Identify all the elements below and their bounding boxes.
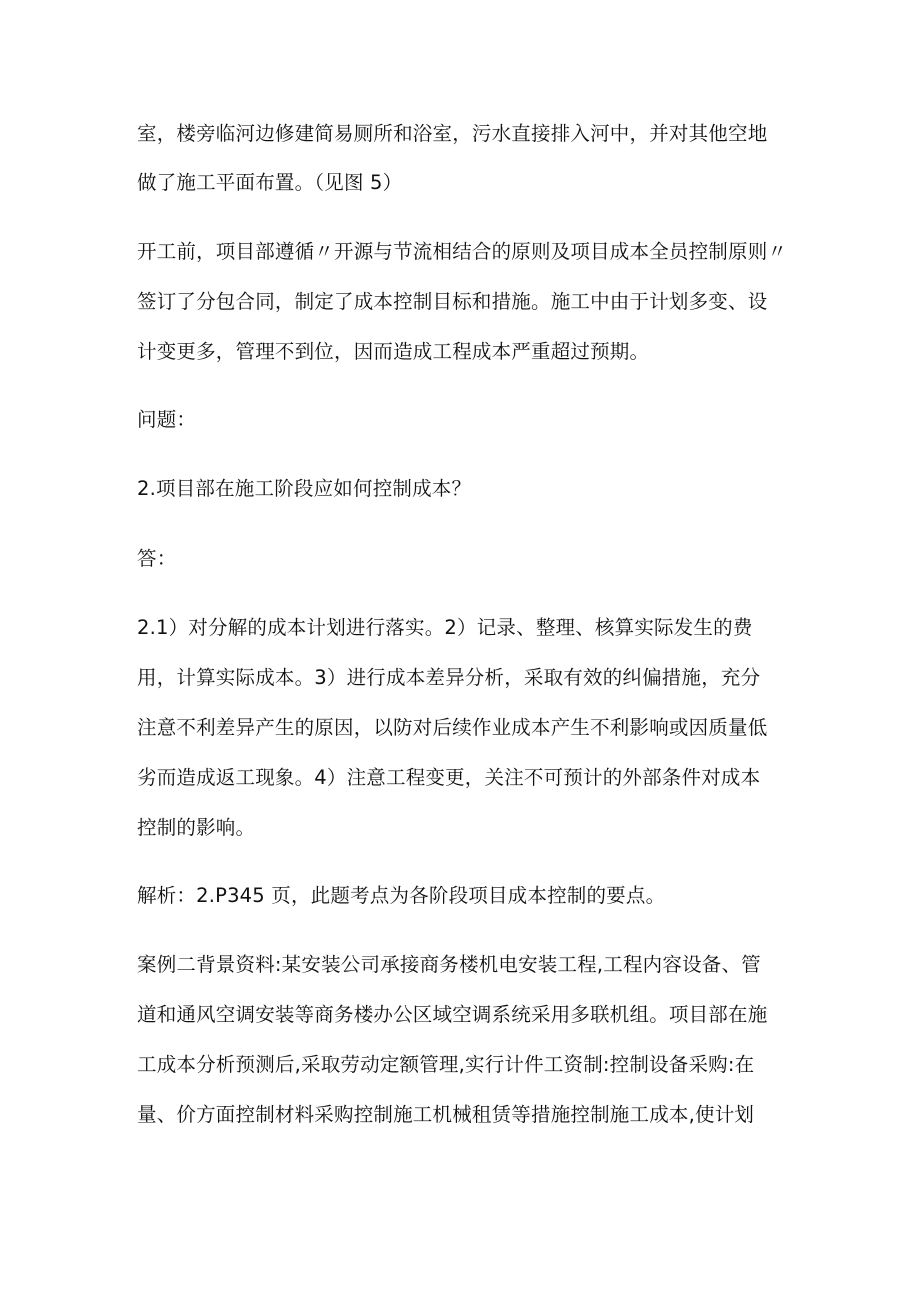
question-heading: 问题： bbox=[137, 408, 197, 431]
answer-line-3: 注意不利差异产生的原因，以防对后续作业成本产生不利影响或因质量低 bbox=[137, 716, 768, 739]
paragraph-2-line-3: 计变更多，管理不到位，因而造成工程成本严重超过预期。 bbox=[137, 340, 650, 363]
answer-line-1: 2.1）对分解的成本计划进行落实。2）记录、整理、核算实际发生的费 bbox=[137, 616, 753, 639]
question-text: 2.项目部在施工阶段应如何控制成本？ bbox=[137, 477, 472, 500]
answer-line-4: 劣而造成返工现象。4）注意工程变更，关注不可预计的外部条件对成本 bbox=[137, 766, 761, 789]
case-two-line-2: 道和通风空调安装等商务楼办公区域空调系统采用多联机组。项目部在施 bbox=[137, 1003, 768, 1026]
analysis-text: 解析：2.P345 页，此题考点为各阶段项目成本控制的要点。 bbox=[137, 884, 666, 907]
case-two-line-4: 量、价方面控制材料采购控制施工机械租赁等措施控制施工成本,使计划 bbox=[137, 1103, 755, 1126]
paragraph-2-line-2: 签订了分包合同，制定了成本控制目标和措施。施工中由于计划多变、设 bbox=[137, 290, 768, 313]
answer-line-2: 用，计算实际成本。3）进行成本差异分析，采取有效的纠偏措施，充分 bbox=[137, 666, 761, 689]
paragraph-1-line-2: 做了施工平面布置。（见图 5） bbox=[137, 171, 403, 194]
paragraph-2-line-1: 开工前，项目部遵循〃开源与节流相结合的原则及项目成本全员控制原则〃 bbox=[137, 240, 788, 263]
case-two-line-3: 工成本分析预测后,采取劳动定额管理,实行计件工资制:控制设备采购:在 bbox=[137, 1053, 755, 1076]
answer-line-5: 控制的影响。 bbox=[137, 816, 256, 839]
paragraph-1-line-1: 室，楼旁临河边修建简易厕所和浴室，污水直接排入河中，并对其他空地 bbox=[137, 122, 768, 145]
case-two-line-1: 案例二背景资料:某安装公司承接商务楼机电安装工程,工程内容设备、管 bbox=[137, 953, 761, 976]
answer-heading: 答： bbox=[137, 547, 177, 570]
